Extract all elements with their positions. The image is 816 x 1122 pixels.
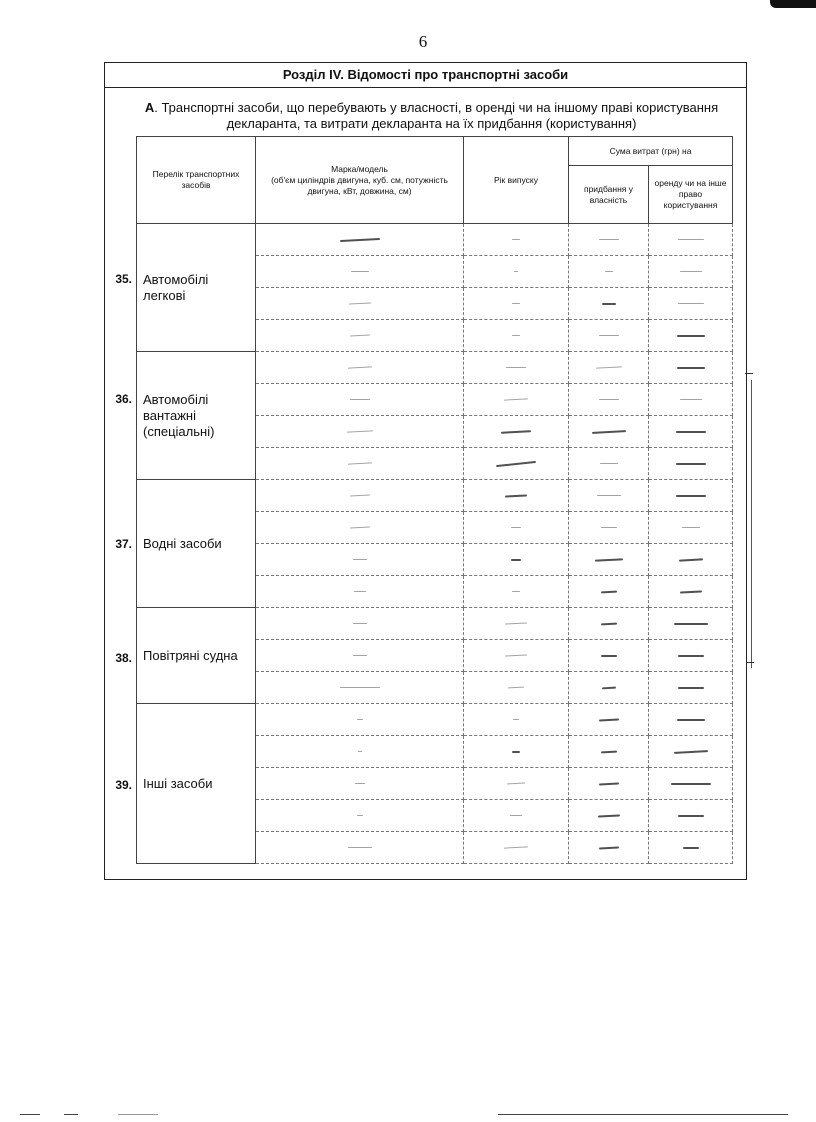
- year-cell[interactable]: [464, 768, 569, 800]
- year-cell[interactable]: [464, 256, 569, 288]
- table-row: [137, 352, 733, 384]
- rent-cell[interactable]: [649, 448, 733, 480]
- rent-cell[interactable]: [649, 704, 733, 736]
- header-brand-title: Марка/модель: [331, 163, 388, 174]
- page-number: 6: [418, 32, 428, 51]
- section-title: Розділ IV. Відомості про транспортні засоби: [105, 63, 746, 88]
- header-year: Рік випуску: [464, 137, 569, 224]
- category-label-line: вантажні: [143, 407, 196, 423]
- brand-cell[interactable]: [256, 288, 464, 320]
- purchase-cell[interactable]: [569, 512, 649, 544]
- subsection-title: [125, 100, 738, 132]
- purchase-cell[interactable]: [569, 480, 649, 512]
- subsection-title-line1: . Транспортні засоби, що перебувають у власності, в оренді чи на іншому праві користування: [154, 100, 719, 115]
- table-header-row: [137, 137, 733, 166]
- purchase-cell[interactable]: [569, 800, 649, 832]
- brand-cell[interactable]: [256, 448, 464, 480]
- brand-cell[interactable]: [256, 800, 464, 832]
- purchase-cell[interactable]: [569, 384, 649, 416]
- year-cell[interactable]: [464, 224, 569, 256]
- header-brand-detail: (об'єм циліндрів двигуна, куб. см, потужність двигуна, кВт, довжина, см): [271, 174, 448, 196]
- row-number-37: 37.: [115, 537, 132, 551]
- purchase-cell[interactable]: [569, 288, 649, 320]
- year-cell[interactable]: [464, 352, 569, 384]
- section-frame: [104, 62, 747, 880]
- category-cars: [137, 224, 256, 352]
- row-number-35: 35.: [115, 272, 132, 286]
- rent-cell[interactable]: [649, 576, 733, 608]
- year-cell[interactable]: [464, 544, 569, 576]
- year-cell[interactable]: [464, 576, 569, 608]
- brand-cell[interactable]: [256, 384, 464, 416]
- purchase-cell[interactable]: [569, 544, 649, 576]
- purchase-cell[interactable]: [569, 832, 649, 864]
- margin-scan-tick: [746, 662, 754, 663]
- table-row: [137, 480, 733, 512]
- category-label-line: легкові: [143, 287, 186, 303]
- purchase-cell[interactable]: [569, 608, 649, 640]
- row-number-38: 38.: [115, 651, 132, 665]
- category-air: [137, 608, 256, 704]
- footer-scan-line: [498, 1114, 788, 1115]
- rent-cell[interactable]: [649, 320, 733, 352]
- year-cell[interactable]: [464, 704, 569, 736]
- corner-scan-mark: [770, 0, 816, 8]
- footer-scan-line: [20, 1114, 40, 1115]
- year-cell[interactable]: [464, 480, 569, 512]
- year-cell[interactable]: [464, 608, 569, 640]
- category-label-line: Автомобілі: [143, 271, 209, 287]
- vehicles-table: [136, 136, 733, 864]
- margin-scan-line: [751, 380, 752, 668]
- purchase-cell[interactable]: [569, 224, 649, 256]
- purchase-cell[interactable]: [569, 576, 649, 608]
- year-cell[interactable]: [464, 448, 569, 480]
- category-other: [137, 704, 256, 864]
- rent-cell[interactable]: [649, 256, 733, 288]
- year-cell[interactable]: [464, 384, 569, 416]
- year-cell[interactable]: [464, 832, 569, 864]
- table-row: [137, 224, 733, 256]
- header-expenses: Сума витрат (грн) на: [569, 137, 733, 166]
- brand-cell[interactable]: [256, 576, 464, 608]
- year-cell[interactable]: [464, 672, 569, 704]
- rent-cell[interactable]: [649, 512, 733, 544]
- brand-cell[interactable]: [256, 224, 464, 256]
- purchase-cell[interactable]: [569, 320, 649, 352]
- category-label-line: Водні засоби: [143, 535, 222, 551]
- category-label-line: (спеціальні): [143, 423, 215, 439]
- brand-cell[interactable]: [256, 544, 464, 576]
- rent-cell[interactable]: [649, 768, 733, 800]
- footer-scan-line: [64, 1114, 78, 1115]
- brand-cell[interactable]: [256, 416, 464, 448]
- purchase-cell[interactable]: [569, 352, 649, 384]
- category-label-line: Інші засоби: [143, 775, 213, 791]
- rent-cell[interactable]: [649, 736, 733, 768]
- rent-cell[interactable]: [649, 672, 733, 704]
- table-row: [137, 704, 733, 736]
- brand-cell[interactable]: [256, 256, 464, 288]
- brand-cell[interactable]: [256, 320, 464, 352]
- brand-cell[interactable]: [256, 672, 464, 704]
- purchase-cell[interactable]: [569, 672, 649, 704]
- brand-cell[interactable]: [256, 640, 464, 672]
- rent-cell[interactable]: [649, 544, 733, 576]
- rent-cell[interactable]: [649, 384, 733, 416]
- category-trucks: [137, 352, 256, 480]
- rent-cell[interactable]: [649, 416, 733, 448]
- header-brand: [256, 137, 464, 224]
- year-cell[interactable]: [464, 640, 569, 672]
- rent-cell[interactable]: [649, 480, 733, 512]
- brand-cell[interactable]: [256, 704, 464, 736]
- purchase-cell[interactable]: [569, 416, 649, 448]
- row-number-36: 36.: [115, 392, 132, 406]
- rent-cell[interactable]: [649, 608, 733, 640]
- header-purchase-text: придбання у власність: [583, 183, 634, 205]
- brand-cell[interactable]: [256, 768, 464, 800]
- header-list: [137, 137, 256, 224]
- category-label-line: Повітряні судна: [143, 647, 238, 663]
- purchase-cell[interactable]: [569, 448, 649, 480]
- brand-cell[interactable]: [256, 832, 464, 864]
- year-cell[interactable]: [464, 320, 569, 352]
- margin-scan-tick: [745, 373, 753, 374]
- rent-cell[interactable]: [649, 832, 733, 864]
- brand-cell[interactable]: [256, 736, 464, 768]
- header-rent: [649, 166, 733, 224]
- year-cell[interactable]: [464, 288, 569, 320]
- brand-cell[interactable]: [256, 608, 464, 640]
- brand-cell[interactable]: [256, 352, 464, 384]
- brand-cell[interactable]: [256, 480, 464, 512]
- category-water: [137, 480, 256, 608]
- rent-cell[interactable]: [649, 352, 733, 384]
- year-cell[interactable]: [464, 512, 569, 544]
- brand-cell[interactable]: [256, 512, 464, 544]
- row-number-39: 39.: [115, 778, 132, 792]
- rent-cell[interactable]: [649, 800, 733, 832]
- subsection-title-line2: декларанта, та витрати декларанта на їх придбання (користування): [226, 116, 637, 131]
- rent-cell[interactable]: [649, 288, 733, 320]
- category-label-line: Автомобілі: [143, 391, 209, 407]
- rent-cell[interactable]: [649, 224, 733, 256]
- table-row: [137, 608, 733, 640]
- purchase-cell[interactable]: [569, 704, 649, 736]
- header-purchase: [569, 166, 649, 224]
- purchase-cell[interactable]: [569, 736, 649, 768]
- purchase-cell[interactable]: [569, 640, 649, 672]
- header-rent-text: оренду чи на інше право користування: [654, 178, 727, 210]
- subsection-letter: А: [144, 100, 155, 115]
- footer-scan-line: [118, 1114, 158, 1115]
- year-cell[interactable]: [464, 800, 569, 832]
- rent-cell[interactable]: [649, 640, 733, 672]
- header-list-text: Перелік транспортних засобів: [152, 169, 240, 190]
- purchase-cell[interactable]: [569, 768, 649, 800]
- year-cell[interactable]: [464, 416, 569, 448]
- purchase-cell[interactable]: [569, 256, 649, 288]
- year-cell[interactable]: [464, 736, 569, 768]
